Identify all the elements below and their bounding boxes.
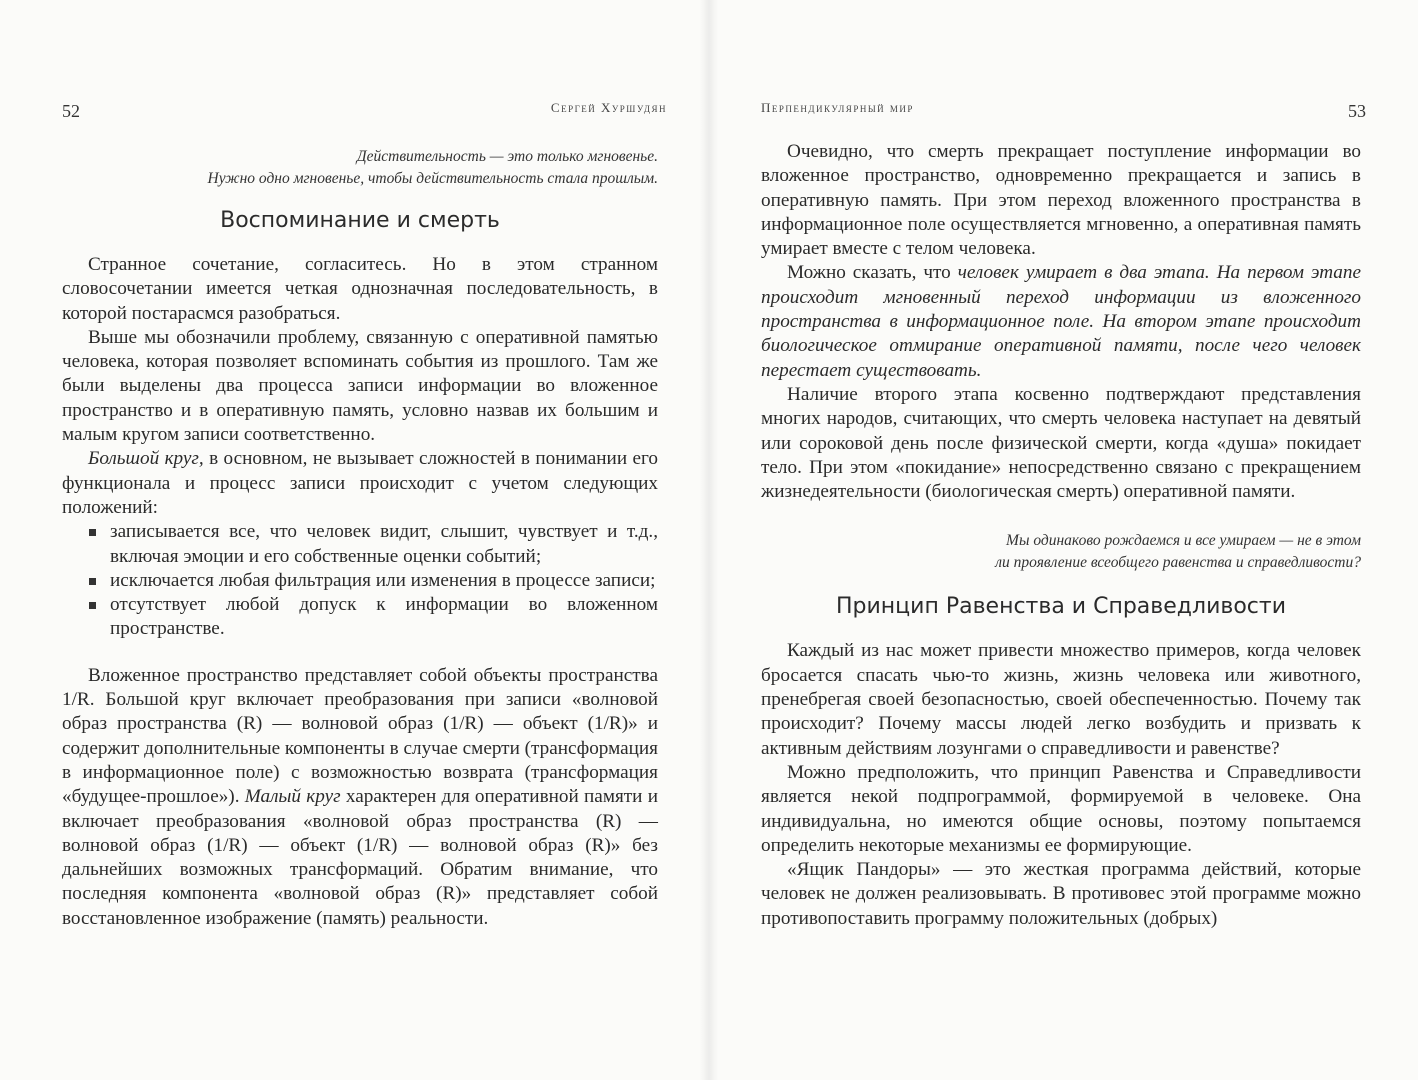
italic-term: Малый круг bbox=[244, 786, 341, 808]
square-bullet-icon bbox=[89, 602, 96, 609]
section-heading: Воспоминание и смерть bbox=[220, 208, 500, 233]
epigraph-line: Нужно одно мгновенье, чтобы действительность стала прошлым. bbox=[207, 170, 658, 187]
italic-term: Большой круг, bbox=[88, 448, 204, 470]
list-item: записывается все, что человек видит, слышит, чувствует и т.д., включая эмоции и его собственные оценки событий; bbox=[62, 520, 658, 569]
paragraph: Выше мы обозначили проблему, связанную с оперативной памятью человека, которая позволяет вспоминать события из прошлого. Там же были выделены два процесса записи информации во вложенное пространство и в оперативную память, условно назвав их большим и малым кругом записи соответственно. bbox=[62, 326, 658, 446]
bullet-list bbox=[62, 520, 658, 641]
italic-passage: человек умирает в два этапа. На первом этапе происходит мгновенный переход информации из вложенного пространства в информационное поле. На втором этапе происходит биологическое отмирание оперативной памяти, после чего человек перестает существовать. bbox=[761, 262, 1361, 381]
paragraph: Можно сказать, что человек умирает в два этапа. На первом этапе происходит мгновенный переход информации из вложенного пространства в информационное поле. На втором этапе происходит биологическое отмирание оперативной памяти, после чего человек перестает существовать. bbox=[761, 262, 1361, 381]
paragraph: Каждый из нас может привести множество примеров, когда человек бросается спасать чью-то жизнь, жизнь человека или животного, пренебрегая своей безопасностью, своей обеспеченностью. Почему так происходит? Почему массы людей легко возбудить и призвать к активным действиям лозунгами о справедливости и равенстве? bbox=[761, 640, 1361, 759]
right-text-column bbox=[761, 140, 1361, 931]
epigraph-line: Действительность — это только мгновенье. bbox=[356, 148, 658, 165]
list-item: исключается любая фильтрация или изменения в процессе записи; bbox=[62, 569, 658, 593]
epigraph-line: Мы одинаково рождаемся и все умираем — не в этом bbox=[1006, 532, 1361, 550]
section-heading: Принцип Равенства и Справедливости bbox=[835, 594, 1286, 620]
running-head-author: Сергей Хуршудян bbox=[550, 100, 667, 115]
running-head-title: Перпендикулярный мир bbox=[761, 100, 914, 115]
epigraph bbox=[761, 530, 1361, 574]
paragraph: «Ящик Пандоры» — это жесткая программа действий, которые человек не должен реализовывать. В противовес этой программе можно противопоставить программу положительных (добрых) bbox=[761, 859, 1361, 929]
paragraph: Странное сочетание, согласитесь. Но в этом странном словосочетании имеется четкая однозначная последовательность, в которой постарасмся разобраться. bbox=[62, 254, 658, 324]
page-number: 52 bbox=[62, 101, 80, 121]
paragraph: Вложенное пространство представляет собой объекты пространства 1/R. Большой круг включает преобразования при записи «волновой образ пространства (R) — волновой образ (1/R) — объект (1/R)» и содержит дополнительные компоненты в случае смерти (трансформация в информационное поле) с возможностью возврата (трансформация «будущее-прошлое»). Малый круг характерен для оперативной памяти и включает преобразования «волновой образ пространства (R) — волновой образ (1/R) — объект (1/R) — волновой образ (R)» без дальнейших возможных трансформаций. Обратим внимание, что последняя компонента «волновой образ (R)» представляет собой восстановленное изображение (память) реальности. bbox=[62, 664, 658, 929]
right-page bbox=[709, 0, 1418, 1080]
left-text-column bbox=[62, 146, 658, 931]
square-bullet-icon bbox=[89, 578, 96, 585]
paragraph: Большой круг, в основном, не вызывает сложностей в понимании его функционала и процесс записи происходит с учетом следующих положений: bbox=[62, 448, 658, 518]
list-item: отсутствует любой допуск к информации во вложенном пространстве. bbox=[62, 593, 658, 642]
paragraph: Очевидно, что смерть прекращает поступление информации во вложенное пространство, одновременно прекращается и запись в оперативную память. При этом переход вложенного пространства в информационное поле осуществляется мгновенно, а оперативная память умирает вместе с телом человека. bbox=[761, 141, 1361, 260]
epigraph-line: ли проявление всеобщего равенства и справедливости? bbox=[995, 554, 1361, 572]
paragraph: Можно предположить, что принцип Равенства и Справедливости является некой подпрограммой, формируемой в человеке. Она индивидуальна, но имеются общие основы, поэтому попытаемся определить некоторые механизмы ее формирующие. bbox=[761, 761, 1361, 856]
epigraph bbox=[62, 146, 658, 190]
paragraph: Наличие второго этапа косвенно подтверждают представления многих народов, считающих, что смерть человека наступает на девятый или сороковой день после физической смерти, когда «душа» покидает тело. При этом «покидание» непосредственно связано с прекращением жизнедеятельности (биологическая смерть) оперативной памяти. bbox=[761, 383, 1361, 503]
page-number: 53 bbox=[1348, 101, 1366, 121]
square-bullet-icon bbox=[89, 529, 96, 536]
